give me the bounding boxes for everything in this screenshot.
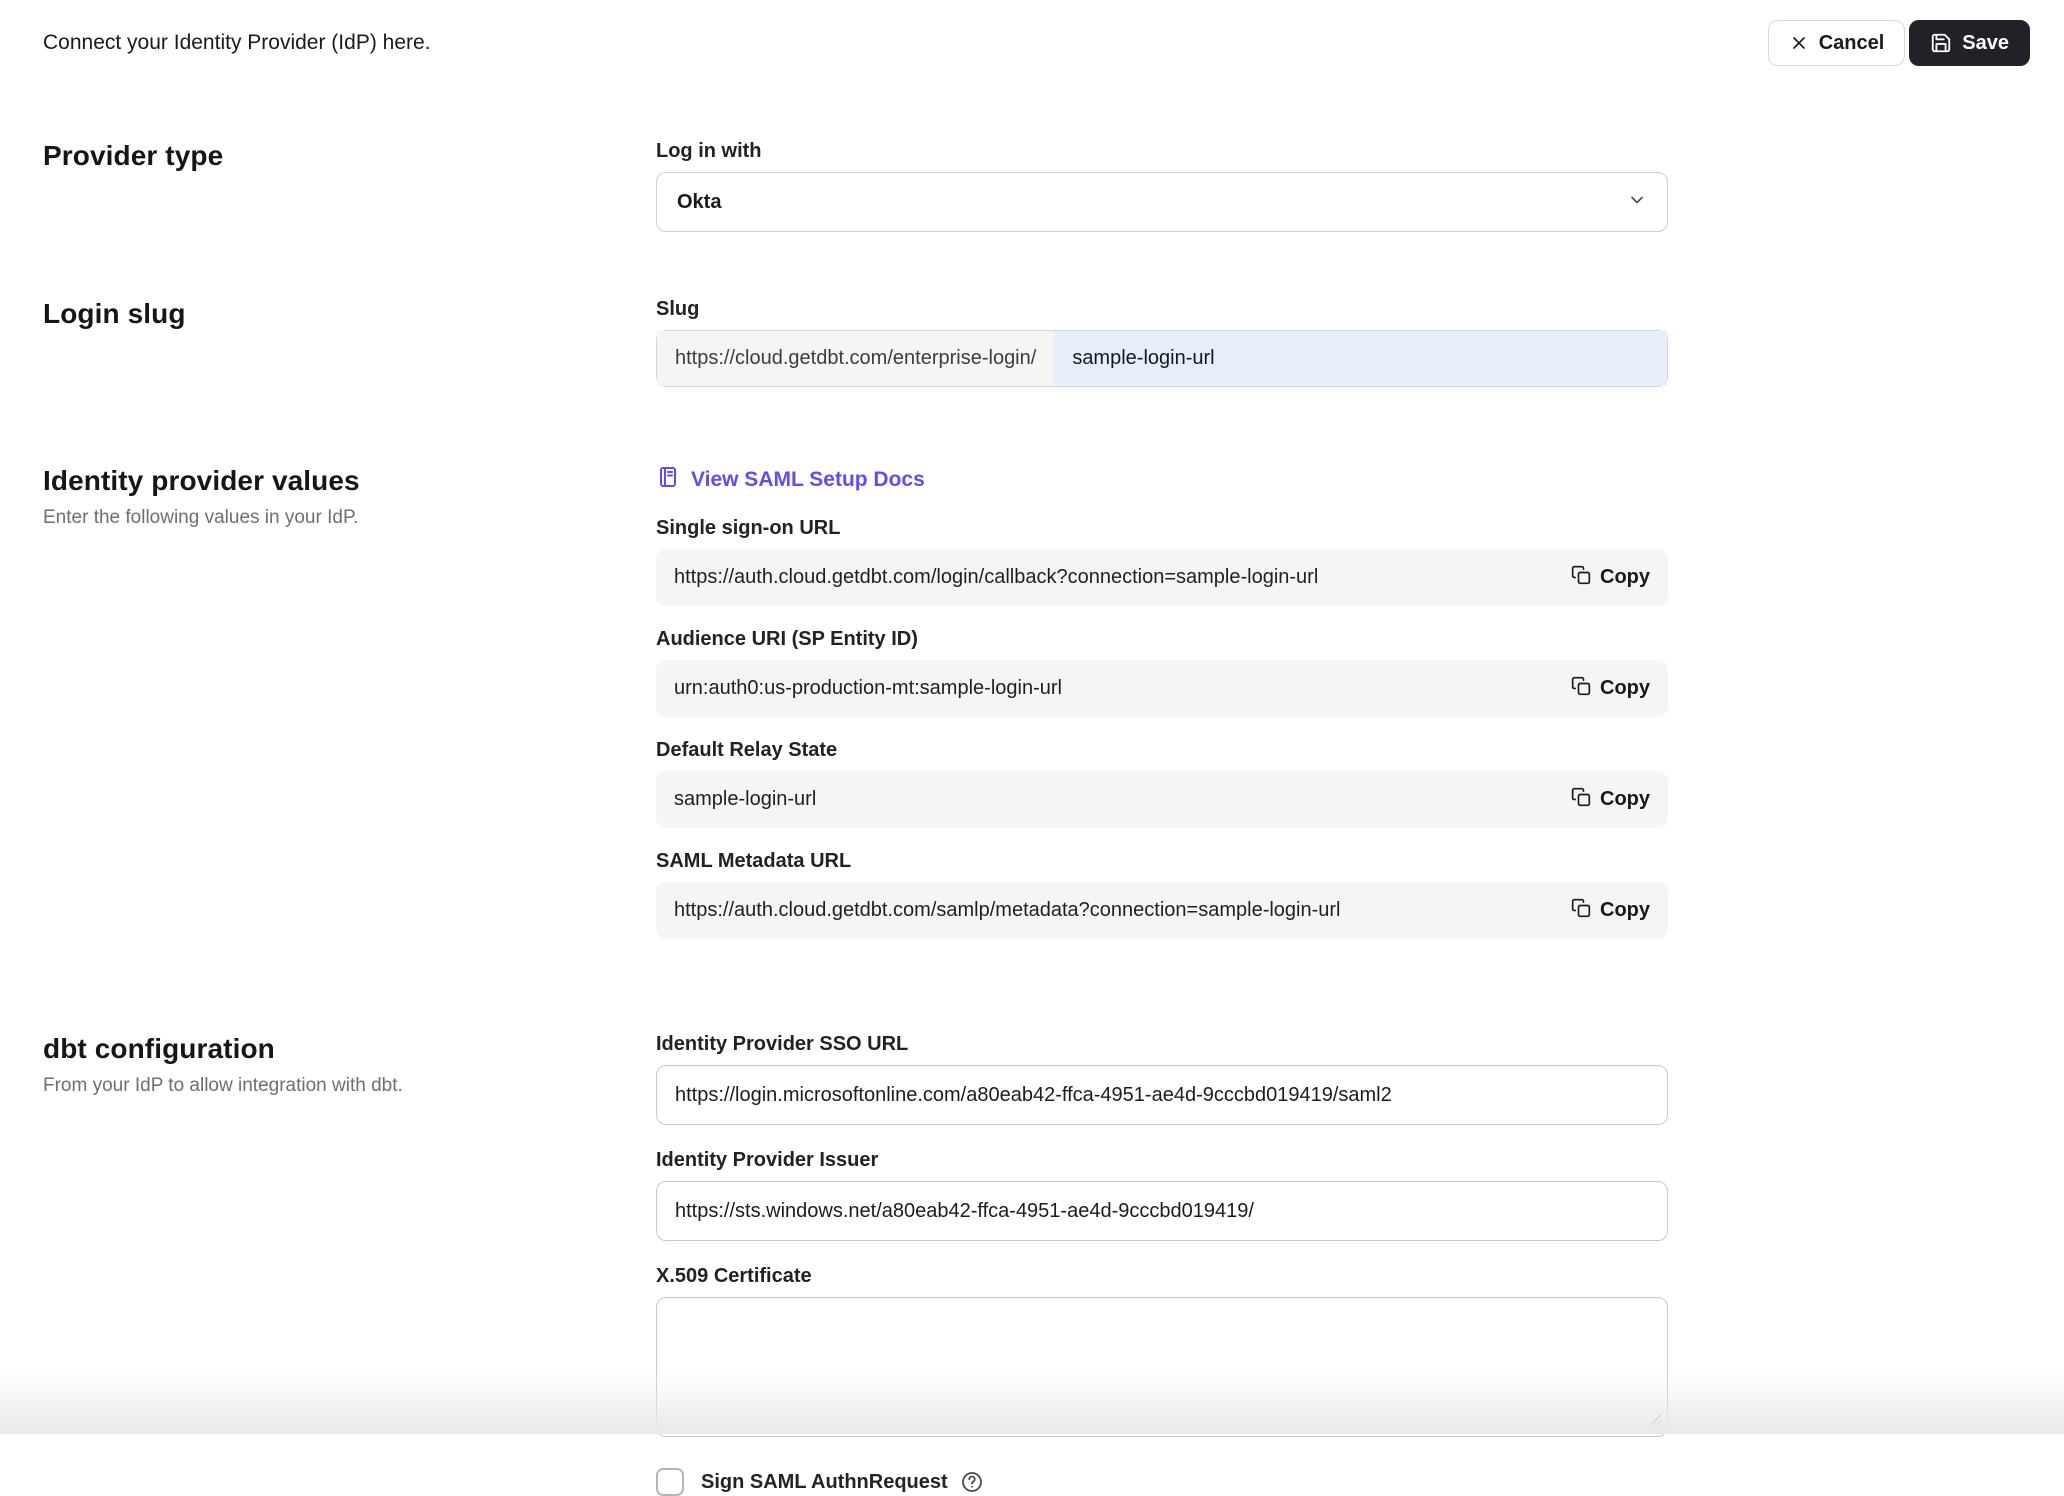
copy-button-label: Copy (1600, 677, 1650, 699)
page-header (0, 0, 2064, 66)
chevron-down-icon (1627, 190, 1647, 215)
copy-metadata-url-button[interactable] (1571, 898, 1650, 924)
x509-certificate-group (656, 1265, 1668, 1437)
sign-authn-label: Sign SAML AuthnRequest (701, 1470, 948, 1493)
audience-uri-value: urn:auth0:us-production-mt:sample-login-url (674, 677, 1062, 699)
sso-url-row (656, 549, 1668, 606)
relay-state-label: Default Relay State (656, 739, 838, 761)
idp-sso-url-label: Identity Provider SSO URL (656, 1033, 909, 1055)
sign-authn-checkbox[interactable] (656, 1468, 684, 1496)
close-icon (1789, 33, 1809, 53)
sign-authn-row (656, 1468, 1668, 1496)
x509-certificate-label: X.509 Certificate (656, 1265, 812, 1287)
x509-certificate-textarea[interactable] (656, 1297, 1668, 1437)
idp-values-heading: Identity provider values (43, 465, 360, 496)
idp-values-subheading: Enter the following values in your IdP. (43, 507, 359, 528)
relay-state-group (656, 739, 1668, 828)
section-dbt-configuration (0, 1033, 2064, 1496)
section-login-slug (0, 298, 2064, 387)
provider-select-value: Okta (677, 190, 722, 213)
metadata-url-group (656, 850, 1668, 939)
copy-button-label: Copy (1600, 566, 1650, 588)
section-provider-type (0, 140, 2064, 232)
copy-icon (1571, 898, 1591, 924)
copy-icon (1571, 787, 1591, 813)
dbt-config-subheading: From your IdP to allow integration with dbt. (43, 1075, 403, 1096)
idp-issuer-input[interactable] (656, 1181, 1668, 1241)
docs-book-icon (656, 465, 680, 495)
cancel-button-label: Cancel (1818, 31, 1885, 54)
page-intro-text: Connect your Identity Provider (IdP) here. (43, 31, 431, 54)
help-circle-icon[interactable] (960, 1470, 984, 1494)
copy-sso-url-button[interactable] (1571, 565, 1650, 591)
dbt-config-heading: dbt configuration (43, 1033, 275, 1064)
provider-select[interactable] (656, 172, 1668, 232)
idp-sso-url-group (656, 1033, 1668, 1125)
audience-uri-label: Audience URI (SP Entity ID) (656, 628, 918, 650)
relay-state-row (656, 771, 1668, 828)
sso-url-label: Single sign-on URL (656, 517, 841, 539)
login-slug-heading: Login slug (43, 298, 186, 329)
cancel-button[interactable] (1768, 20, 1906, 66)
sso-url-value: https://auth.cloud.getdbt.com/login/callback?connection=sample-login-url (674, 566, 1319, 588)
metadata-url-value: https://auth.cloud.getdbt.com/samlp/metadata?connection=sample-login-url (674, 899, 1341, 921)
copy-button-label: Copy (1600, 788, 1650, 810)
save-button-label: Save (1962, 31, 2009, 54)
slug-label: Slug (656, 298, 700, 320)
audience-uri-row (656, 660, 1668, 717)
metadata-url-row (656, 882, 1668, 939)
slug-url-prefix: https://cloud.getdbt.com/enterprise-login/ (657, 331, 1054, 386)
provider-type-heading: Provider type (43, 140, 224, 171)
audience-uri-group (656, 628, 1668, 717)
copy-audience-uri-button[interactable] (1571, 676, 1650, 702)
saml-docs-link-label: View SAML Setup Docs (691, 468, 925, 491)
idp-sso-url-input[interactable] (656, 1065, 1668, 1125)
slug-input[interactable] (1054, 331, 1667, 386)
idp-issuer-group (656, 1149, 1668, 1241)
save-button[interactable] (1909, 20, 2030, 66)
relay-state-value: sample-login-url (674, 788, 817, 810)
login-with-label: Log in with (656, 140, 762, 162)
copy-icon (1571, 565, 1591, 591)
slug-field (656, 330, 1668, 387)
section-idp-values (0, 465, 2064, 961)
copy-icon (1571, 676, 1591, 702)
header-actions (1768, 20, 2030, 66)
sso-url-group (656, 517, 1668, 606)
copy-button-label: Copy (1600, 899, 1650, 921)
save-floppy-icon (1930, 32, 1952, 54)
copy-relay-state-button[interactable] (1571, 787, 1650, 813)
metadata-url-label: SAML Metadata URL (656, 850, 852, 872)
idp-issuer-label: Identity Provider Issuer (656, 1149, 879, 1171)
saml-docs-link[interactable] (656, 465, 925, 495)
